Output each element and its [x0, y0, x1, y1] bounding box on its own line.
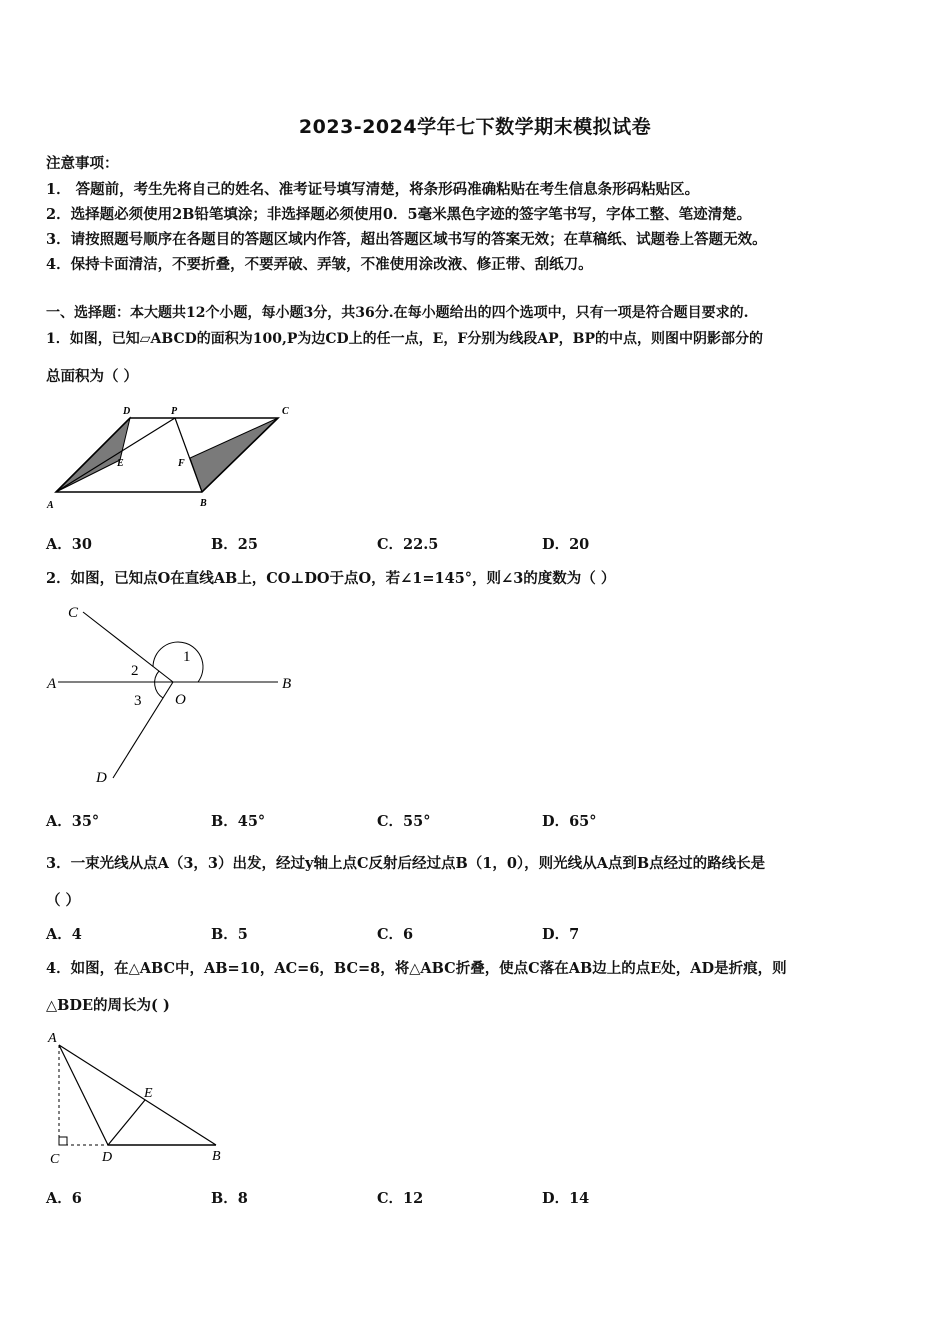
question-3-option-b[interactable]: B．5	[211, 926, 248, 943]
notice-item-2: 2．选择题必须使用2B铅笔填涂；非选择题必须使用0．5毫米黑色字迹的签字笔书写，字体工整、笔迹清楚。	[46, 206, 752, 223]
question-4-text-cont: △BDE的周长为( )	[46, 997, 170, 1014]
label-A: A	[47, 500, 54, 511]
question-2-option-a[interactable]: A．35°	[46, 813, 100, 830]
question-4-option-b[interactable]: B．8	[211, 1190, 248, 1207]
question-1-option-b[interactable]: B．25	[211, 536, 258, 553]
label-A: A	[47, 676, 57, 692]
label-P: P	[171, 406, 178, 417]
question-1-text: 1．如图，已知▱ABCD的面积为100,P为边CD上的任一点，E，F分别为线段AP，BP的中点，则图中阴影部分的	[46, 331, 764, 347]
question-3-option-c[interactable]: C．6	[377, 926, 414, 943]
notice-item-4: 4．保持卡面清洁，不要折叠，不要弄破、弄皱，不准使用涂改液、修正带、刮纸刀。	[46, 256, 593, 273]
notice-item-1: 1． 答题前，考生先将自己的姓名、准考证号填写清楚，将条形码准确粘贴在考生信息条形码粘贴区。	[46, 181, 700, 198]
question-1-option-c[interactable]: C．22.5	[377, 536, 439, 553]
question-4-option-c[interactable]: C．12	[377, 1190, 424, 1207]
question-3-text: 3．一束光线从点A（3，3）出发，经过y轴上点C反射后经过点B（1，0），则光线从A点到B点经过的路线长是	[46, 855, 766, 872]
question-1-text-cont: 总面积为（ ）	[46, 368, 139, 385]
parallelogram	[56, 418, 278, 492]
right-angle-mark	[59, 1137, 67, 1145]
notice-heading: 注意事项：	[46, 155, 119, 172]
question-3-text-cont: （ ）	[46, 892, 81, 909]
question-3-option-d[interactable]: D．7	[542, 926, 580, 943]
question-2-text: 2．如图，已知点O在直线AB上，CO⊥DO于点O，若∠1=145°，则∠3的度数为（ ）	[46, 570, 616, 587]
question-2-figure	[40, 600, 310, 790]
question-2-option-c[interactable]: C．55°	[377, 813, 431, 830]
question-4-option-a[interactable]: A．6	[46, 1190, 82, 1207]
label-F: F	[178, 458, 185, 469]
label-E: E	[144, 1086, 153, 1101]
label-B: B	[282, 676, 292, 692]
question-4-figure	[40, 1025, 240, 1175]
label-E: E	[117, 458, 124, 469]
question-1-option-a[interactable]: A．30	[46, 536, 92, 553]
question-1-figure	[40, 400, 310, 515]
question-2-option-b[interactable]: B．45°	[211, 813, 266, 830]
angle-1-arc	[153, 642, 203, 682]
question-2-option-d[interactable]: D．65°	[542, 813, 597, 830]
question-1-option-d[interactable]: D．20	[542, 536, 590, 553]
section-heading: 一、选择题：本大题共12个小题，每小题3分，共36分.在每小题给出的四个选项中，只有一项是符合题目要求的.	[46, 305, 749, 321]
question-3-option-a[interactable]: A．4	[46, 926, 82, 943]
label-O: O	[175, 692, 186, 708]
angle-2-3-arc	[155, 671, 163, 698]
notice-item-3: 3．请按照题号顺序在各题目的答题区域内作答，超出答题区域书写的答案无效；在草稿纸、试题卷上答题无效。	[46, 231, 767, 248]
label-C: C	[282, 406, 289, 417]
label-B: B	[200, 498, 207, 509]
label-B: B	[212, 1149, 221, 1164]
label-D: D	[96, 770, 107, 786]
label-A: A	[48, 1031, 57, 1046]
label-D: D	[123, 406, 131, 417]
shaded-triangle-right	[190, 418, 278, 492]
label-3: 3	[134, 693, 142, 709]
label-D: D	[102, 1150, 113, 1165]
label-1: 1	[183, 649, 191, 665]
question-4-text: 4．如图，在△ABC中，AB=10，AC=6，BC=8，将△ABC折叠，使点C落在AB边上的点E处，AD是折痕，则	[46, 960, 787, 977]
label-2: 2	[131, 663, 139, 679]
label-C: C	[50, 1152, 60, 1167]
page-title: 2023-2024学年七下数学期末模拟试卷	[298, 116, 652, 138]
label-C: C	[68, 605, 79, 621]
question-4-option-d[interactable]: D．14	[542, 1190, 590, 1207]
